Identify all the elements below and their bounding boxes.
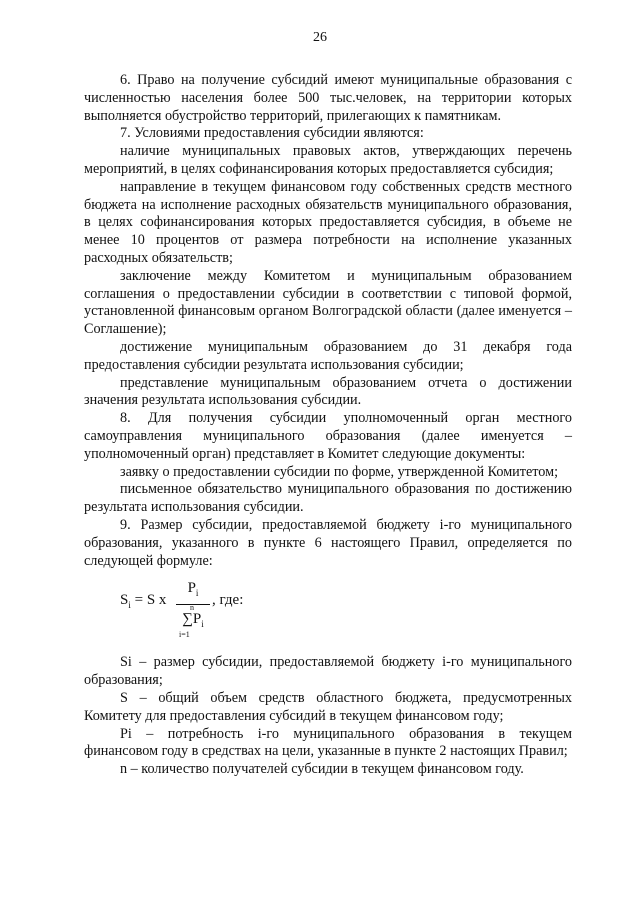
document-application: заявку о предоставлении субсидии по форме, утвержденной Комитетом; (120, 463, 559, 480)
paragraph-6: 6. Право на получение субсидий имеют муниципальные образования с численностью населения более 500 тыс.человек, на территории которых выполняется обустройство территорий, прилегающих к памятникам. (84, 72, 572, 124)
definition-pi: Pi – потребность i-го муниципального образования в текущем финансовом году в средствах на цели, указанные в пункте 2 настоящих Правил; (84, 725, 572, 760)
paragraph-7: 7. Условиями предоставления субсидии являются: (120, 125, 424, 142)
condition-own-funds: направление в текущем финансовом году собственных средств местного бюджета на исполнение расходных обязательств муниципального образования, в целях софинансирования которых предоставляется субсидия, в объеме не менее 10 процентов от размера потребности на исполнение указанных расходных обязательств; (84, 178, 572, 266)
condition-agreement: заключение между Комитетом и муниципальным образованием соглашения о предоставлении субсидии в соответствии с типовой формой, установленной финансовым органом Волгоградской области (далее именуется – Соглашение); (84, 267, 572, 338)
sum-upper-limit: n (190, 603, 194, 613)
document-obligation: письменное обязательство муниципального образования по достижению результата использования субсидии. (84, 481, 572, 516)
formula-denominator: $\sum P_i$ (182, 611, 204, 630)
page-number: 26 (313, 30, 327, 45)
formula-numerator: $P_i$ (176, 580, 210, 605)
subsidy-formula (120, 580, 572, 640)
formula-tail: , где: (212, 592, 244, 609)
paragraph-9: 9. Размер субсидии, предоставляемой бюджету i-го муниципального образования, указанного в пункте 6 настоящего Правил, определяется по следующей формуле: (84, 516, 572, 569)
definition-n: n – количество получателей субсидии в текущем финансовом году. (120, 761, 524, 778)
formula-lhs: $S_i = S$ x (120, 592, 167, 611)
sum-sign: ∑ (182, 611, 193, 628)
document-body (84, 72, 572, 779)
condition-result: достижение муниципальным образованием до 31 декабря года предоставления субсидии результата использования субсидии; (84, 338, 572, 373)
condition-legal-acts: наличие муниципальных правовых актов, утверждающих перечень мероприятий, в целях софинансирования которых предоставляется субсидия; (84, 143, 572, 177)
paragraph-8: 8. Для получения субсидии уполномоченный орган местного самоуправления муниципального образования (далее именуется – уполномоченный орган) представляет в Комитет следующие документы: (84, 410, 572, 462)
condition-report: представление муниципальным образованием отчета о достижении значения результата использования субсидии. (84, 374, 572, 409)
definition-s: S – общий объем средств областного бюджета, предусмотренных Комитету для предоставления субсидий в текущем финансовом году; (84, 689, 572, 724)
sum-lower-limit: i=1 (179, 630, 190, 640)
definition-si: Si – размер субсидии, предоставляемой бюджету i-го муниципального образования; (84, 654, 572, 689)
formula-fraction (176, 580, 210, 640)
